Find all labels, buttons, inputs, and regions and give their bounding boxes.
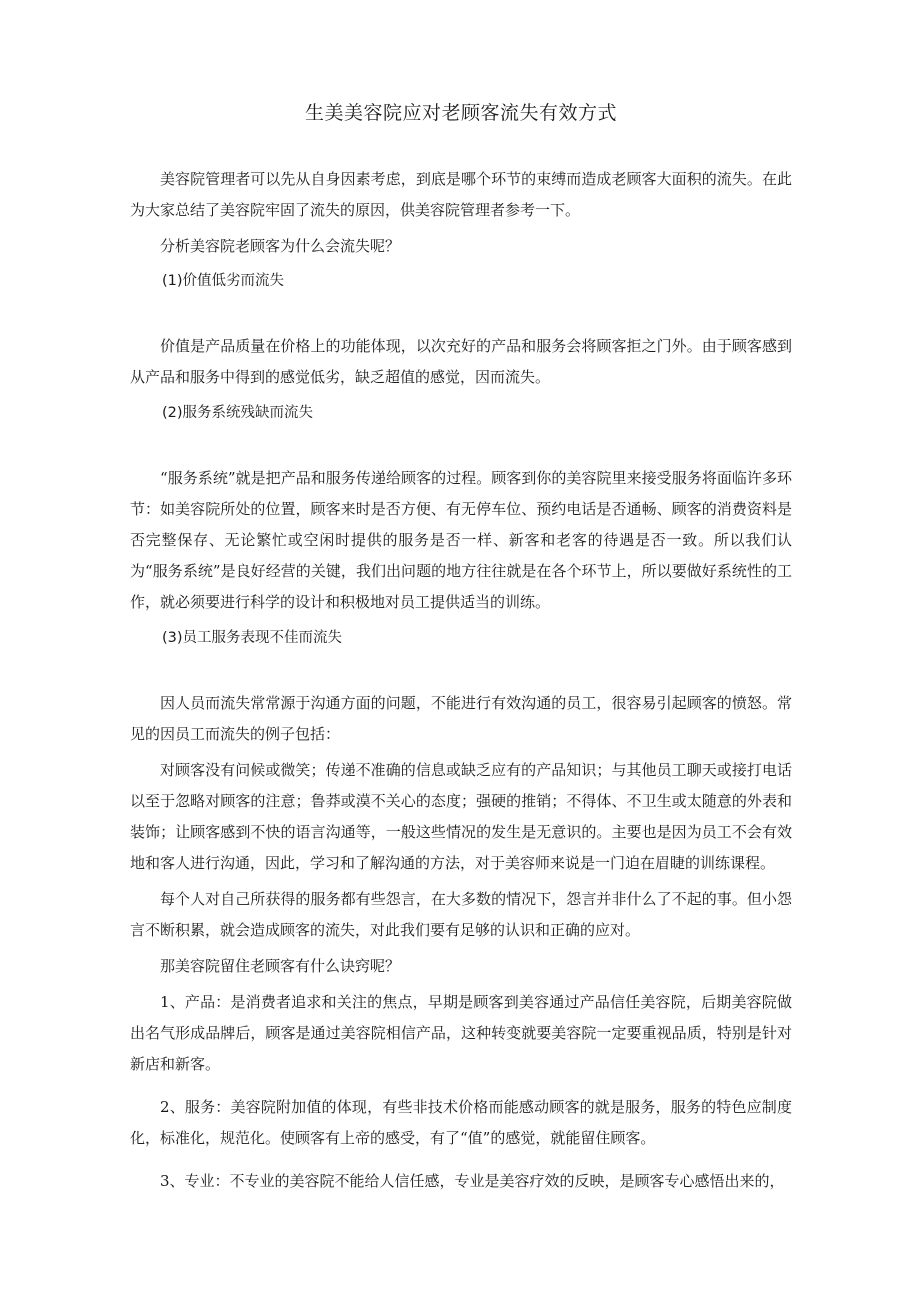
document-page [130, 96, 792, 1209]
question-paragraph: 分析美容院老顾客为什么会流失呢？ [160, 237, 401, 255]
tips-question-paragraph: 那美容院留住老顾客有什么诀窍呢？ [160, 957, 401, 975]
tip-product: 1、产品：是消费者追求和关注的焦点，早期是顾客到美容通过产品信任美容院，后期美容院做出名气形成品牌后，顾客是通过美容院相信产品，这种转变就要美容院一定要重视品质，特别是针对新店和新客。 [130, 993, 792, 1073]
section-heading-2: (2)服务系统残缺而流失 [162, 405, 314, 421]
section-heading-1: (1)价值低劣而流失 [162, 273, 285, 289]
section-heading-3: (3)员工服务表现不佳而流失 [162, 630, 343, 646]
complaints-paragraph: 每个人对自己所获得的服务都有些怨言，在大多数的情况下，怨言并非什么了不起的事。但小怨言不断积累，就会造成顾客的流失，对此我们要有足够的认识和正确的应对。 [130, 890, 792, 939]
intro-paragraph: 美容院管理者可以先从自身因素考虑，到底是哪个环节的束缚而造成老顾客大面积的流失。在此为大家总结了美容院牢固了流失的原因，供美容院管理者参考一下。 [130, 170, 792, 219]
section-body-2: “服务系统”就是把产品和服务传递给顾客的过程。顾客到你的美容院里来接受服务将面临许多环节：如美容院所处的位置，顾客来时是否方便、有无停车位、预约电话是否通畅、顾客的消费资料是否完整保存、无论繁忙或空闲时提供的服务是否一样、新客和老客的待遇是否一致。所以我们认为“服务系统”是良好经营的关键，我们出问题的地方往往就是在各个环节上，所以要做好系统性的工作，就必须要进行科学的设计和积极地对员工提供适当的训练。 [130, 469, 792, 611]
examples-paragraph: 对顾客没有问候或微笑；传递不准确的信息或缺乏应有的产品知识；与其他员工聊天或接打电话以至于忽略对顾客的注意；鲁莽或漠不关心的态度；强硬的推销；不得体、不卫生或太随意的外表和装饰；让顾客感到不快的语言沟通等，一般这些情况的发生是无意识的。主要也是因为员工不会有效地和客人进行沟通，因此，学习和了解沟通的方法，对于美容师来说是一门迫在眉睫的训练课程。 [130, 761, 792, 872]
section-body-1: 价值是产品质量在价格上的功能体现，以次充好的产品和服务会将顾客拒之门外。由于顾客感到从产品和服务中得到的感觉低劣，缺乏超值的感觉，因而流失。 [130, 337, 792, 386]
section-body-3: 因人员而流失常常源于沟通方面的问题，不能进行有效沟通的员工，很容易引起顾客的愤怒。常见的因员工而流失的例子包括： [130, 694, 792, 743]
tip-service: 2、服务：美容院附加值的体现，有些非技术价格而能感动顾客的就是服务，服务的特色应制度化，标准化，规范化。使顾客有上帝的感受，有了“值”的感觉，就能留住顾客。 [130, 1098, 792, 1147]
tip-professional: 3、专业：不专业的美容院不能给人信任感，专业是美容疗效的反映，是顾客专心感悟出来的， [160, 1172, 785, 1190]
document-title: 生美美容院应对老顾客流失有效方式 [304, 102, 617, 124]
